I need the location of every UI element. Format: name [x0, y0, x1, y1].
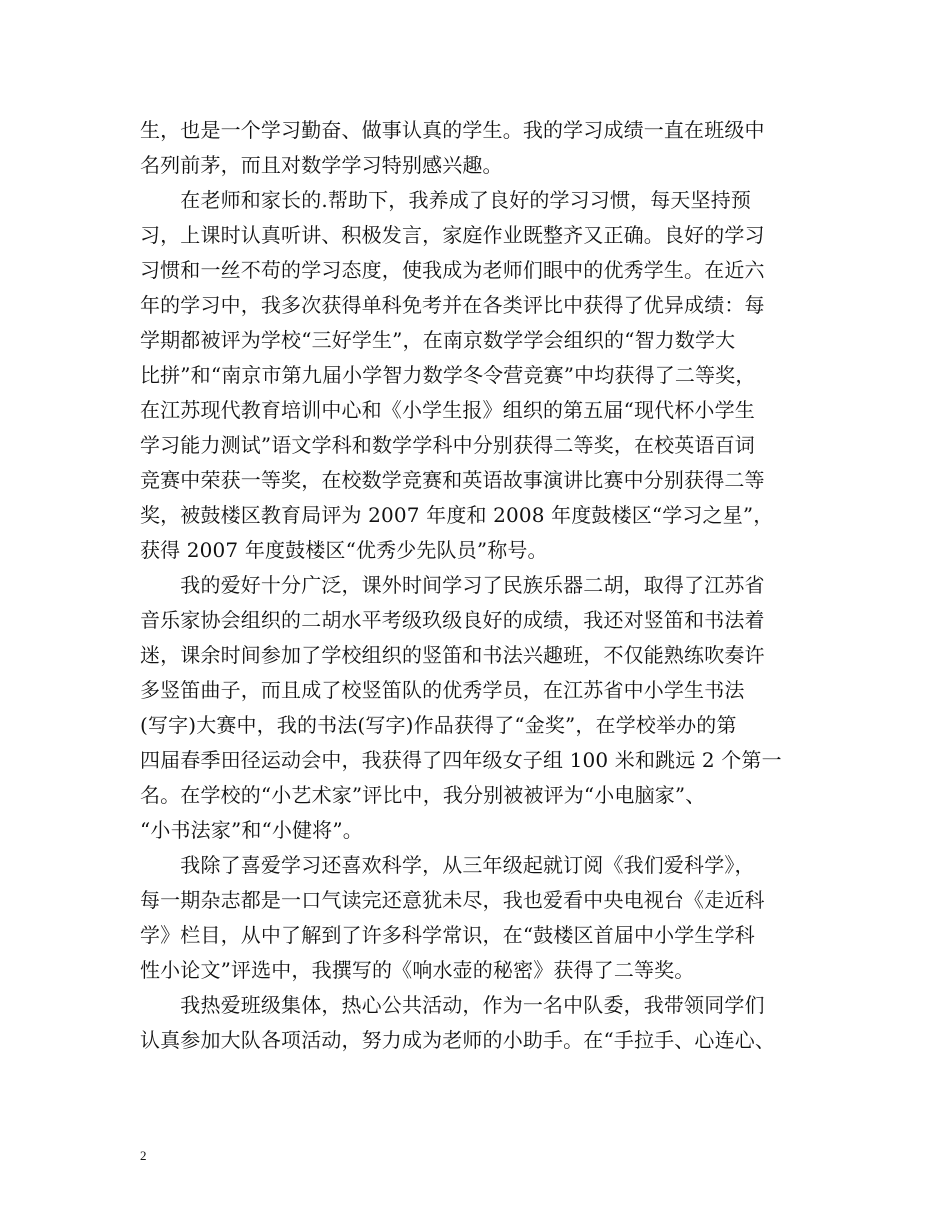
text-line: 在江苏现代教育培训中心和《小学生报》组织的第五届“现代杯小学生 — [140, 398, 755, 422]
text-line: 获得 2007 年度鼓楼区“优秀少先队员”称号。 — [140, 538, 548, 562]
text-line: 学》栏目，从中了解到了许多科学常识，在“鼓楼区首届中小学生学科 — [140, 923, 755, 947]
text-line: 我除了喜爱学习还喜欢科学，从三年级起就订阅《我们爱科学》， — [140, 853, 755, 877]
document-body — [140, 113, 830, 1058]
text-line: 四届春季田径运动会中，我获得了四年级女子组 100 米和跳远 2 个第一 — [140, 748, 782, 772]
text-line: 习惯和一丝不苟的学习态度，使我成为老师们眼中的优秀学生。在近六 — [140, 258, 765, 282]
text-line: 迷，课余时间参加了学校组织的竖笛和书法兴趣班，不仅能熟练吹奏许 — [140, 643, 765, 667]
text-line: 音乐家协会组织的二胡水平考级玖级良好的成绩，我还对竖笛和书法着 — [140, 608, 765, 632]
text-line: 竞赛中荣获一等奖，在校数学竞赛和英语故事演讲比赛中分别获得二等 — [140, 468, 765, 492]
text-line: 名。在学校的“小艺术家”评比中，我分别被被评为“小电脑家”、 — [140, 783, 706, 807]
text-line: 认真参加大队各项活动，努力成为老师的小助手。在“手拉手、心连心、 — [140, 1028, 776, 1052]
text-line: (写字)大赛中，我的书法(写字)作品获得了“金奖”，在学校举办的第 — [140, 713, 737, 737]
text-line: 奖，被鼓楼区教育局评为 2007 年度和 2008 年度鼓楼区“学习之星”， — [140, 503, 774, 527]
text-line: 生，也是一个学习勤奋、做事认真的学生。我的学习成绩一直在班级中 — [140, 118, 765, 142]
text-line: “小书法家”和“小健将”。 — [140, 818, 363, 842]
text-line: 比拼”和“南京市第九届小学智力数学冬令营竞赛”中均获得了二等奖， — [140, 363, 756, 387]
text-line: 多竖笛曲子，而且成了校竖笛队的优秀学员，在江苏省中小学生书法 — [140, 678, 745, 702]
text-line: 性小论文”评选中，我撰写的《响水壶的秘密》获得了二等奖。 — [140, 958, 695, 982]
text-line: 习，上课时认真听讲、积极发言，家庭作业既整齐又正确。良好的学习 — [140, 223, 765, 247]
text-line: 年的学习中，我多次获得单科免考并在各类评比中获得了优异成绩：每 — [140, 293, 765, 317]
text-line: 我的爱好十分广泛，课外时间学习了民族乐器二胡，取得了江苏省 — [140, 573, 765, 597]
text-line: 我热爱班级集体，热心公共活动，作为一名中队委，我带领同学们 — [140, 993, 765, 1017]
text-line: 每一期杂志都是一口气读完还意犹未尽，我也爱看中央电视台《走近科 — [140, 888, 765, 912]
page-number: 2 — [140, 1148, 147, 1163]
text-line: 名列前茅，而且对数学学习特别感兴趣。 — [140, 153, 503, 177]
text-line: 学习能力测试”语文学科和数学学科中分别获得二等奖，在校英语百词 — [140, 433, 755, 457]
text-line: 在老师和家长的.帮助下，我养成了良好的学习习惯，每天坚持预 — [140, 188, 752, 212]
text-line: 学期都被评为学校“三好学生”，在南京数学学会组织的“智力数学大 — [140, 328, 736, 352]
